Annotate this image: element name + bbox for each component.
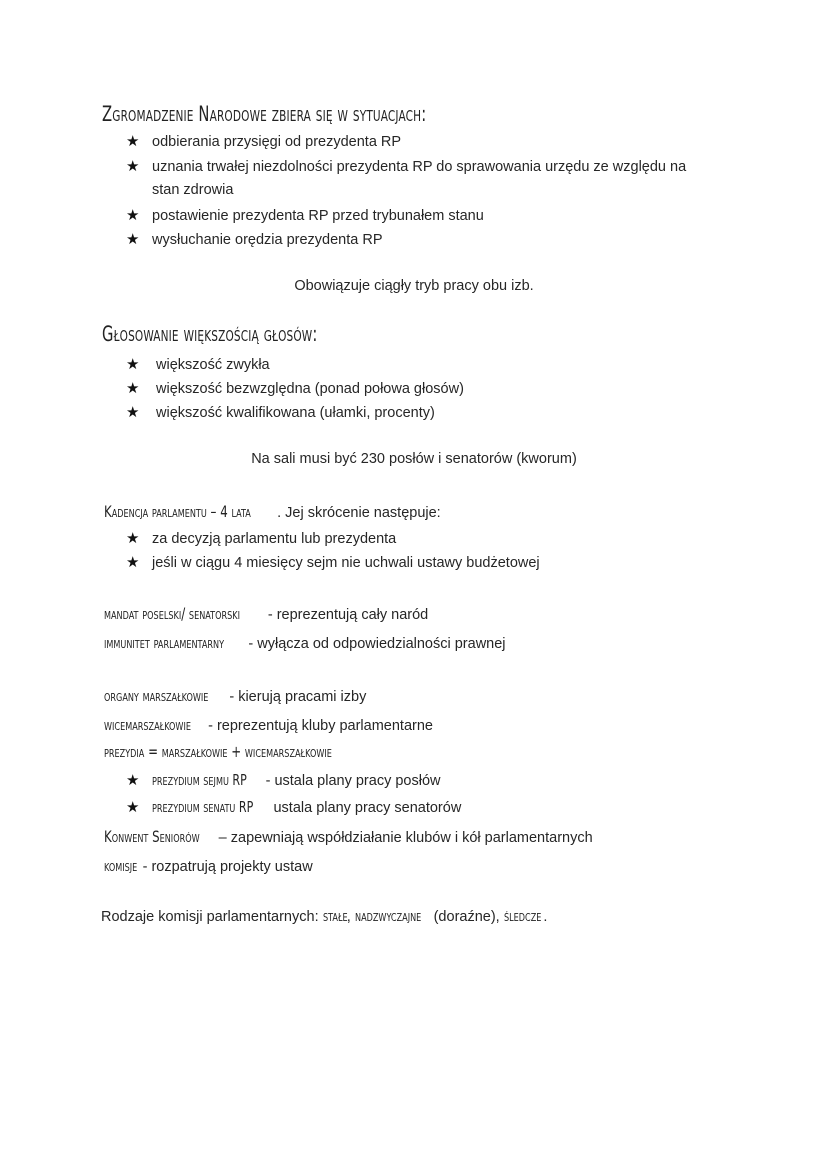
star-icon: ★ [126,231,140,248]
term-mandat: mandat poselski/ senatorski [104,604,240,623]
star-icon: ★ [126,158,140,175]
term-kadencja: Kadencja parlamentu – 4 lata [104,502,251,521]
list-item-continuation: stan zdrowia [152,182,234,198]
list-item: ★ odbierania przysięgi od prezydenta RP [126,133,402,150]
list-item: ★ za decyzją parlamentu lub prezydenta [126,530,397,547]
star-icon: ★ [126,356,140,373]
list-item: ★ wysłuchanie orędzia prezydenta RP [126,231,383,248]
star-icon: ★ [126,133,140,150]
term-komisje: komisje [104,856,138,875]
heading-kadencja: Kadencja parlamentu – 4 lata . Jej skrócenie następuje: [104,502,441,521]
line-wicemarszalkowie: wicemarszałkowie - reprezentują kluby parlamentarne [104,715,433,734]
term-immunitet: immunitet parlamentarny [104,633,225,652]
line-mandat: mandat poselski/ senatorski - reprezentują cały naród [104,604,429,623]
line-prezydia [104,742,376,761]
list-item: ★ prezydium senatu RP ustala plany pracy senatorów [126,798,462,816]
line-immunitet: immunitet parlamentarny - wyłącza od odpowiedzialności prawnej [104,633,506,652]
star-icon: ★ [126,207,140,224]
line-konwent: Konwent Seniorów – zapewniają współdziałanie klubów i kół parlamentarnych [104,827,593,846]
star-icon: ★ [126,404,140,421]
line-rodzaje-komisji: Rodzaje komisji parlamentarnych: stałe, nadzwyczajne (doraźne), śledcze . [101,906,548,925]
list-item: ★ większość kwalifikowana (ułamki, procenty) [126,404,435,421]
star-icon: ★ [126,380,140,397]
heading-zgromadzenie: Zgromadzenie Narodowe zbiera się w sytuacjach: [102,102,427,126]
list-item: ★ większość zwykła [126,356,270,373]
note-tryb-pracy: Obowiązuje ciągły tryb pracy obu izb. [294,278,534,294]
term-prezydium-sejmu: prezydium sejmu RP [152,771,247,789]
term-organy: organy marszałkowie [104,686,209,705]
term-sledcze: śledcze [503,906,542,925]
line-organy: organy marszałkowie - kierują pracami izby [104,686,367,705]
heading-glosowanie: Głosowanie większością głosów: [102,322,318,346]
list-item: ★ postawienie prezydenta RP przed trybunałem stanu [126,207,484,224]
star-icon: ★ [126,530,140,547]
term-nadzwyczajne: nadzwyczajne [354,906,422,925]
list-item: ★ jeśli w ciągu 4 miesięcy sejm nie uchwali ustawy budżetowej [126,554,540,571]
star-icon: ★ [126,554,140,571]
line-komisje: komisje - rozpatrują projekty ustaw [104,856,313,875]
term-stale: stałe [322,906,348,925]
term-prezydium-senatu: prezydium senatu RP [152,798,254,816]
term-konwent: Konwent Seniorów [104,827,200,846]
term-prezydia: prezydia = marszałkowie + wicemarszałkowie [104,742,332,761]
note-kworum: Na sali musi być 230 posłów i senatorów (kworum) [251,451,577,467]
list-item: ★ większość bezwzględna (ponad połowa głosów) [126,380,464,397]
star-icon: ★ [126,799,140,816]
term-wicemarszalkowie: wicemarszałkowie [104,715,191,734]
list-item: ★ uznania trwałej niezdolności prezydenta RP do sprawowania urzędu ze względu na [126,158,687,175]
star-icon: ★ [126,772,140,789]
list-item: ★ prezydium sejmu RP - ustala plany pracy posłów [126,771,441,789]
